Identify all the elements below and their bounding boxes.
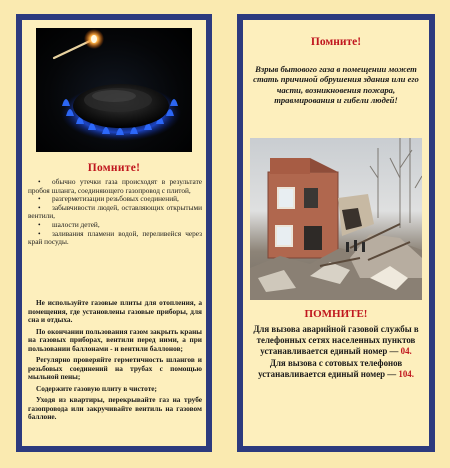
bullet-icon: • — [38, 194, 41, 204]
destroyed-house-illustration — [250, 138, 422, 300]
bullet-icon: • — [38, 219, 41, 229]
list-item: • заливания пламени водой, переливейся через край посуды. — [28, 228, 202, 247]
list-item: • разгерметизации резьбовых соединений, — [38, 194, 179, 204]
mobile-info: Для вызова с сотовых телефонов устанавливается единый номер — 104. — [258, 358, 414, 380]
gas-burner-photo — [36, 28, 192, 152]
rule-paragraph: Не используйте газовые плиты для отопления, а помещения, где установлены газовые приборы, для сна и отдыха. — [28, 298, 202, 324]
rule-paragraph: Регулярно проверяйте герметичность шлангов и резьбовых соединений на трубах с помощью мыльной пены; — [28, 355, 202, 381]
remember-heading-left: Помните! — [87, 162, 141, 174]
mobile-number: 104. — [398, 369, 414, 380]
list-item: • обычно утечки газа происходят в результате пробоя шланга, соединяющего газопровод с плитой, — [28, 177, 202, 195]
rule-paragraph: По окончании пользования газом закрыть краны на газовых приборах, вентили перед ними, а при пользовании баллонами - и вентили баллонов; — [28, 326, 202, 353]
leak-causes-list — [28, 178, 202, 247]
remember-heading-bottom: ПОМНИТЕ! — [304, 308, 368, 320]
rule-paragraph: Уходя из квартиры, перекрывайте газ на трубе газопровода или закручивайте вентиль на газовом баллоне. — [28, 395, 202, 421]
left-panel — [16, 14, 212, 452]
rule-paragraph: Содержите газовую плиту в чистоте; — [36, 383, 157, 393]
bullet-icon: • — [38, 228, 41, 238]
landline-number: 04. — [400, 345, 412, 356]
landline-info: Для вызова аварийной газовой службы в телефонных сетях населенных пунктов устанавливается единый номер — 04. — [253, 324, 419, 356]
bullet-icon: • — [38, 202, 41, 212]
remember-heading-top: Помните! — [310, 36, 362, 48]
explosion-warning: Взрыв бытового газа в помещении может стать причиной обрушения здания или его части, возникновения пожара, травмирования и гибели людей! — [253, 64, 419, 106]
bullet-icon: • — [38, 177, 41, 186]
destroyed-house-photo — [250, 138, 422, 300]
right-panel — [237, 14, 435, 452]
gas-burner-illustration — [36, 28, 192, 152]
safety-rules — [28, 299, 202, 425]
list-item: • шалости детей, — [38, 219, 100, 229]
list-item: • забывчивости людей, оставляющих открытыми вентили, — [28, 202, 202, 221]
emergency-phones — [247, 324, 425, 382]
